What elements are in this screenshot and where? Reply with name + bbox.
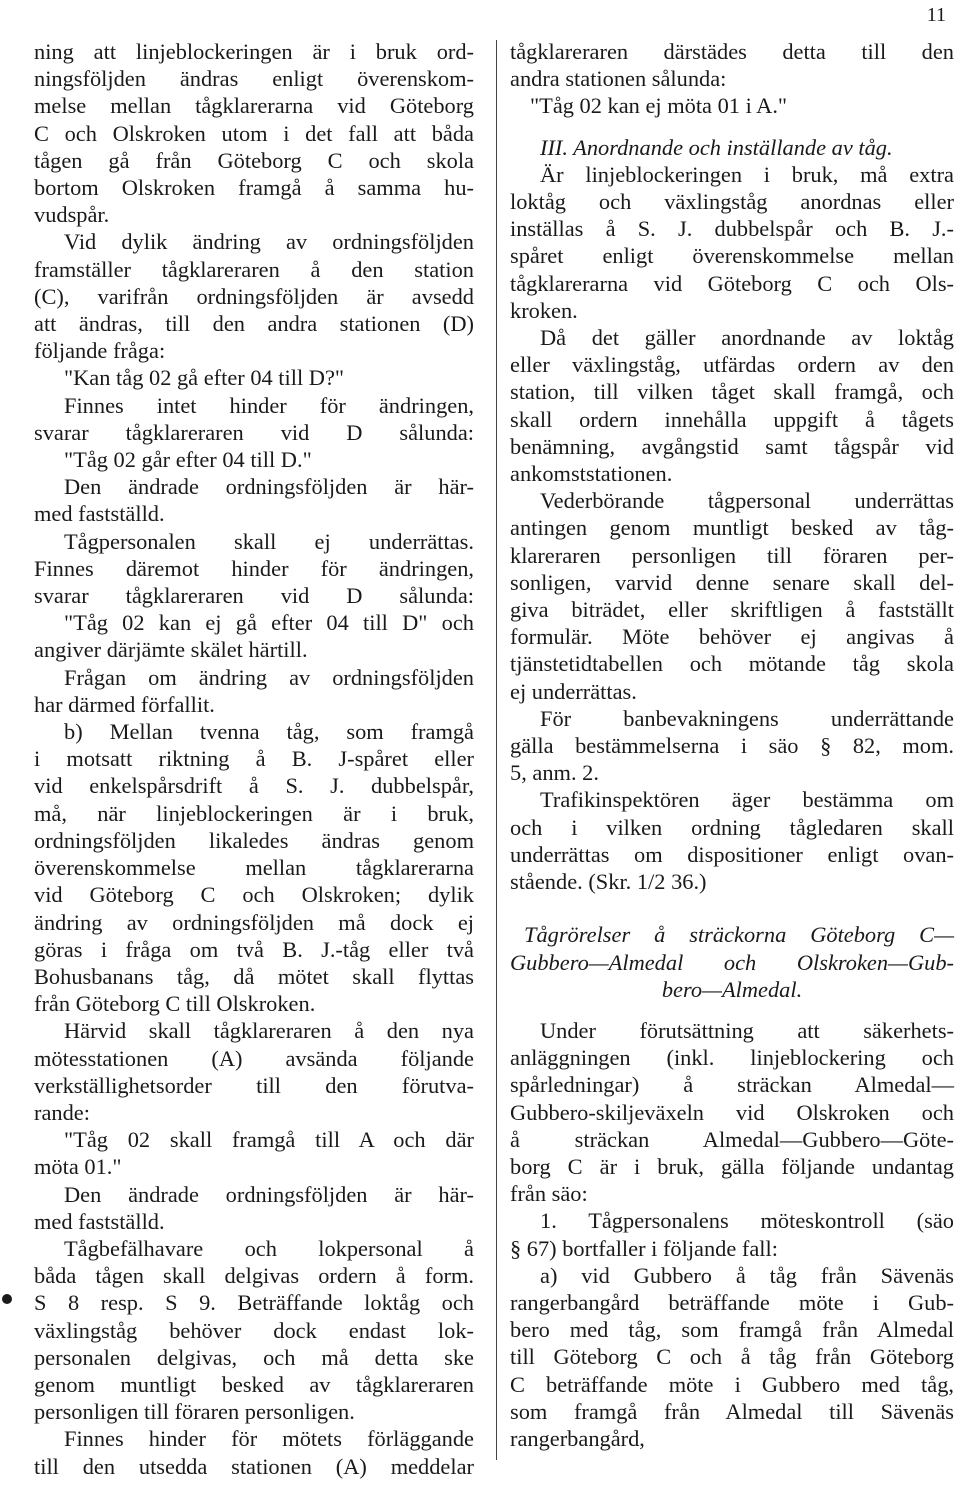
text-line: Den ändrade ordningsföljden är här-: [64, 474, 474, 500]
text-line: melse mellan tågklarerarna vid Göteborg: [34, 93, 474, 119]
text-line: antingen genom muntligt besked av tåg-: [510, 515, 954, 541]
text-line: att ändras, till den andra stationen (D): [34, 311, 474, 337]
text-line: tågklareraren därstädes detta till den: [510, 39, 954, 64]
text-line: vudspår.: [34, 202, 110, 228]
text-line: För banbevakningens underrättande: [540, 705, 954, 731]
text-line: med fastställd.: [34, 501, 165, 527]
text-line: "Tåg 02 skall framgå till A och där: [64, 1127, 474, 1153]
right-column: [510, 38, 954, 1452]
section-heading: Tågrörelser å sträckorna Göteborg C—: [524, 922, 954, 948]
text-line: båda tågen skall delgivas ordern å form.: [34, 1263, 474, 1289]
section-heading: bero—Almedal.: [661, 976, 803, 1002]
text-line: göras i fråga om två B. J.-tåg eller två: [34, 936, 474, 962]
text-line: i motsatt riktning å B. J-spåret eller: [34, 746, 474, 772]
text-line: "Tåg 02 kan ej gå efter 04 till D" och: [64, 610, 474, 636]
text-line: a) vid Gubbero å tåg från Sävenäs: [540, 1262, 954, 1288]
text-line: rangerbangård beträffande möte i Gub-: [510, 1289, 954, 1315]
text-line: underrättas om dispositioner enligt ovan-: [510, 841, 954, 867]
text-line: "Tåg 02 går efter 04 till D.": [64, 447, 312, 473]
text-line: må, när linjeblockeringen är i bruk,: [34, 800, 474, 826]
text-line: Vederbörande tågpersonal underrättas: [540, 488, 954, 514]
text-line: ning att linjeblockeringen är i bruk ord-: [34, 39, 474, 64]
text-line: Finnes däremot hinder för ändringen,: [34, 555, 474, 581]
text-line: tågen gå från Göteborg C och skola: [34, 147, 474, 173]
text-line: ningsföljden ändras enligt överenskom-: [34, 66, 474, 92]
text-line: Den ändrade ordningsföljden är här-: [64, 1181, 474, 1207]
text-line: svarar tågklareraren vid D sålunda:: [34, 419, 474, 445]
text-line: ej underrättas.: [510, 678, 637, 704]
text-line: bero med tåg, som framgå från Almedal: [510, 1317, 954, 1343]
text-line: station, till vilken tåget skall framgå, och: [510, 379, 954, 405]
text-line: ändring av ordningsföljden må dock ej: [34, 909, 474, 935]
text-line: Finnes hinder för mötets förläggande: [64, 1426, 474, 1452]
text-line: (C), varifrån ordningsföljden är avsedd: [34, 283, 474, 309]
text-line: C och Olskroken utom i det fall att båda: [34, 120, 474, 146]
text-line: Under förutsättning att säkerhets-: [540, 1017, 954, 1043]
text-line: inställas å S. J. dubbelspår och B. J.-: [510, 216, 954, 242]
text-line: formulär. Möte behöver ej angivas å: [510, 624, 954, 650]
text-line: Då det gäller anordnande av loktåg: [540, 325, 954, 351]
text-line: Är linjeblockeringen i bruk, må extra: [540, 161, 954, 187]
text-line: 1. Tågpersonalens möteskontroll (säo: [540, 1208, 954, 1234]
text-line: följande fråga:: [34, 338, 166, 364]
page-number: 11: [926, 4, 946, 26]
text-line: C beträffande möte i Gubbero med tåg,: [510, 1371, 954, 1397]
text-line: vid enkelspårsdrift å S. J. dubbelspår,: [34, 773, 474, 799]
text-line: skall ordern innehålla uppgift å tågets: [510, 406, 954, 432]
text-line: med fastställd.: [34, 1208, 165, 1234]
text-line: ankomststationen.: [510, 461, 673, 487]
text-line: Tågbefälhavare och lokpersonal å: [64, 1235, 474, 1261]
text-line: Gubbero-skiljeväxeln vid Olskroken och: [510, 1099, 954, 1125]
text-line: stående. (Skr. 1/2 36.): [510, 869, 707, 895]
text-line: spårledningar) å sträckan Almedal—: [510, 1072, 954, 1098]
text-line: "Tåg 02 kan ej möta 01 i A.": [530, 93, 788, 119]
text-line: överenskommelse mellan tågklarerarna: [34, 855, 474, 881]
text-line: har därmed förfallit.: [34, 691, 215, 717]
text-line: personalen delgivas, och må detta ske: [34, 1344, 474, 1370]
text-line: ordningsföljden likaledes ändras genom: [34, 827, 474, 853]
text-line: tågklarerarna vid Göteborg C och Ols-: [510, 270, 954, 296]
text-line: och i vilken ordning tågledaren skall: [510, 814, 954, 840]
text-line: Trafikinspektören äger bestämma om: [540, 787, 954, 813]
text-line: framställer tågklareraren å den station: [34, 256, 474, 282]
text-line: sonligen, varvid denne senare skall del-: [510, 569, 954, 595]
text-line: å sträckan Almedal—Gubbero—Göte-: [510, 1126, 954, 1152]
text-line: växlingståg behöver dock endast lok-: [34, 1317, 474, 1343]
text-line: gälla bestämmelserna i säo § 82, mom.: [510, 733, 954, 759]
text-line: b) Mellan tvenna tåg, som framgå: [64, 719, 474, 745]
margin-dot: [2, 1294, 12, 1304]
text-line: S 8 resp. S 9. Beträffande loktåg och: [34, 1290, 474, 1316]
text-line: angiver därjämte skälet härtill.: [34, 637, 308, 663]
section-heading: Gubbero—Almedal och Olskroken—Gub-: [510, 949, 954, 975]
text-line: Härvid skall tågklareraren å den nya: [64, 1018, 474, 1044]
section-heading: III. Anordnande och inställande av tåg.: [540, 134, 893, 160]
text-line: loktåg och växlingståg anordnas eller: [510, 189, 954, 215]
text-line: kroken.: [510, 297, 578, 323]
text-line: Vid dylik ändring av ordningsföljden: [64, 229, 474, 255]
text-line: Tågpersonalen skall ej underrättas.: [64, 528, 474, 554]
text-line: vid Göteborg C och Olskroken; dylik: [34, 882, 474, 908]
text-line: klareraren personligen till föraren per-: [510, 542, 954, 568]
text-line: Bohusbanans tåg, då mötet skall flyttas: [34, 963, 474, 989]
text-line: rande:: [34, 1099, 90, 1125]
text-line: från Göteborg C till Olskroken.: [34, 991, 316, 1017]
text-line: Frågan om ändring av ordningsföljden: [64, 664, 474, 690]
text-line: verkställighetsorder till den förutva-: [34, 1072, 474, 1098]
text-line: § 67) bortfaller i följande fall:: [510, 1235, 778, 1261]
text-line: spåret enligt överenskommelse mellan: [510, 243, 954, 269]
text-line: till den utsedda stationen (A) meddelar: [34, 1453, 474, 1479]
column-divider: [496, 40, 497, 1460]
text-line: eller växlingståg, utfärdas ordern av den: [510, 352, 954, 378]
text-line: borg C är i bruk, gälla följande undantag: [510, 1153, 954, 1179]
text-line: andra stationen sålunda:: [510, 66, 727, 92]
text-line: giva biträdet, eller skriftligen å fastställt: [510, 597, 954, 623]
text-line: mötesstationen (A) avsända följande: [34, 1045, 474, 1071]
text-line: anläggningen (inkl. linjeblockering och: [510, 1045, 954, 1071]
text-line: "Kan tåg 02 gå efter 04 till D?": [64, 365, 345, 391]
text-line: 5, anm. 2.: [510, 760, 599, 786]
text-line: personligen till föraren personligen.: [34, 1399, 355, 1425]
text-line: från säo:: [510, 1181, 588, 1207]
text-line: möta 01.": [34, 1154, 122, 1180]
text-line: tjänstetidtabellen och mötande tåg skola: [510, 651, 954, 677]
text-line: Finnes intet hinder för ändringen,: [64, 392, 474, 418]
text-line: till Göteborg C och å tåg från Göteborg: [510, 1344, 954, 1370]
text-line: som framgå från Almedal till Sävenäs: [510, 1398, 954, 1424]
text-line: rangerbangård,: [510, 1425, 645, 1451]
text-line: benämning, avgångstid samt tågspår vid: [510, 433, 954, 459]
text-line: svarar tågklareraren vid D sålunda:: [34, 583, 474, 609]
left-column: [34, 38, 474, 1480]
text-line: genom muntligt besked av tågklareraren: [34, 1371, 474, 1397]
text-line: bortom Olskroken framgå å samma hu-: [34, 175, 474, 201]
